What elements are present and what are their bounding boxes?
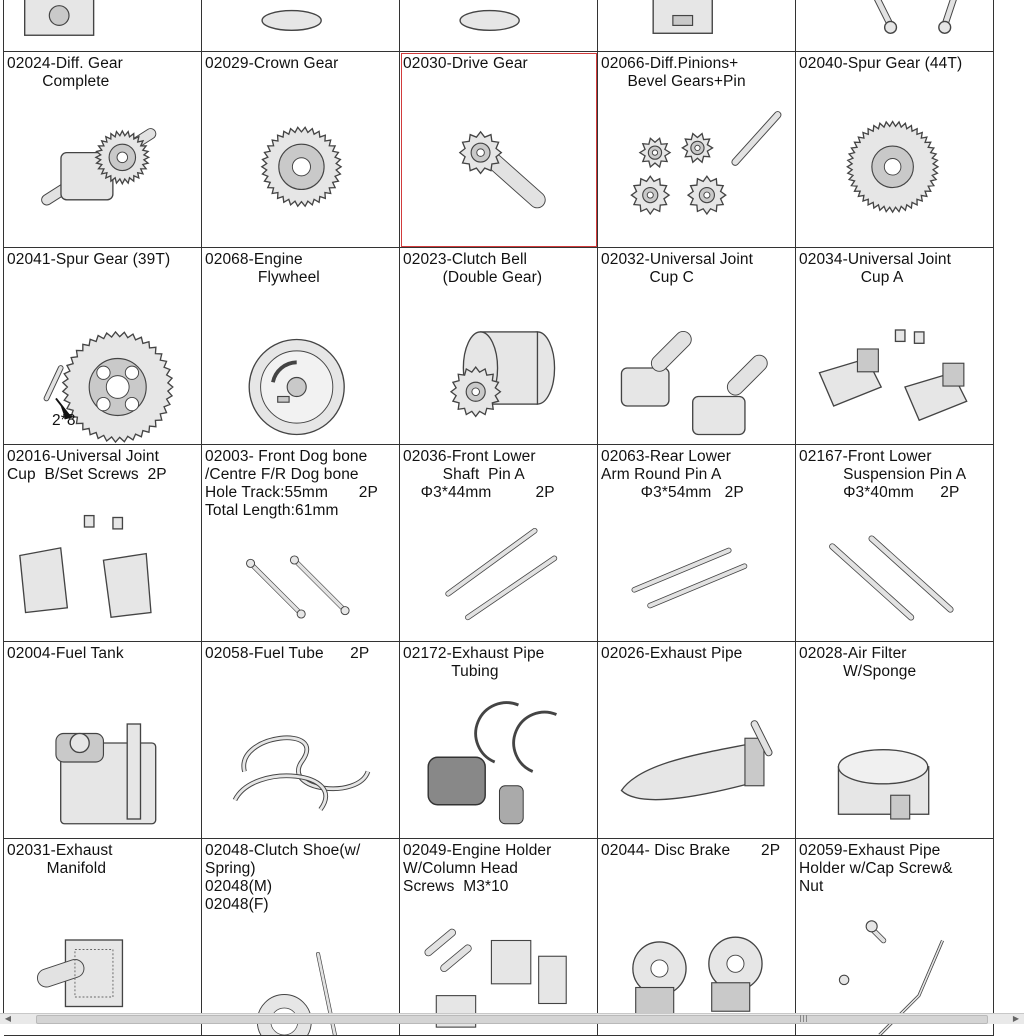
part-label: 02024-Diff. Gear Complete — [7, 55, 123, 90]
part-cell-02023[interactable] — [400, 248, 598, 445]
part-cell-02041[interactable] — [4, 248, 202, 445]
part-cell-02066[interactable] — [598, 52, 796, 248]
exhaust-pipe-icon — [598, 686, 795, 838]
part-label: 02003- Front Dog bone /Centre F/R Dog bone Hole Track:55mm 2P Total Length:61mm — [205, 448, 378, 519]
part-cell-top-5[interactable] — [796, 0, 994, 52]
part-cell-02030[interactable] — [400, 52, 598, 248]
part-cell-02058[interactable] — [202, 642, 400, 839]
spur-gear-icon — [796, 96, 993, 247]
diff-gear-complete-icon — [4, 96, 201, 247]
joint-cup-a-icon — [796, 292, 993, 444]
air-filter-icon — [796, 686, 993, 838]
part-cell-02028[interactable] — [796, 642, 994, 839]
part-label: 02031-Exhaust Manifold — [7, 842, 113, 877]
part-label: 02040-Spur Gear (44T) — [799, 55, 963, 72]
part-label: 02167-Front Lower Suspension Pin A Φ3*40mm 2P — [799, 448, 967, 501]
part-cell-02036[interactable] — [400, 445, 598, 642]
differential-housing-icon — [4, 0, 201, 51]
part-cell-top-1[interactable] — [4, 0, 202, 52]
shaft-pin-icon — [400, 515, 597, 641]
part-cell-02059[interactable] — [796, 839, 994, 1036]
part-label: 02063-Rear Lower Arm Round Pin A Φ3*54mm 2P — [601, 448, 744, 501]
part-label: 02004-Fuel Tank — [7, 645, 124, 662]
part-label: 02044- Disc Brake 2P — [601, 842, 781, 859]
scrollbar-grip-icon — [800, 1015, 808, 1022]
spur-gear-39t-icon — [4, 292, 201, 444]
crown-gear-icon — [202, 96, 399, 247]
part-cell-top-3[interactable] — [400, 0, 598, 52]
part-label: 02058-Fuel Tube 2P — [205, 645, 370, 662]
part-cell-02016[interactable] — [4, 445, 202, 642]
fuel-tank-icon — [4, 686, 201, 838]
exhaust-tubing-icon — [400, 686, 597, 838]
joint-cup-b-icon — [4, 489, 201, 641]
dimension-note: 2*8 — [52, 412, 76, 429]
part-cell-02167[interactable] — [796, 445, 994, 642]
part-fragment-icon — [400, 0, 597, 51]
joint-cup-c-icon — [598, 292, 795, 444]
part-label: 02030-Drive Gear — [403, 55, 528, 72]
clutch-bell-icon — [400, 292, 597, 444]
parts-catalog-grid — [3, 0, 994, 1016]
part-label: 02049-Engine Holder W/Column Head Screws M3*10 — [403, 842, 552, 895]
part-cell-02048[interactable] — [202, 839, 400, 1036]
part-cell-02031[interactable] — [4, 839, 202, 1036]
fuel-tube-icon — [202, 686, 399, 838]
part-cell-02172[interactable] — [400, 642, 598, 839]
part-label: 02068-Engine Flywheel — [205, 251, 320, 286]
part-cell-02024[interactable] — [4, 52, 202, 248]
rod-end-icon — [796, 0, 993, 51]
part-label: 02034-Universal Joint Cup A — [799, 251, 952, 286]
part-cell-02040[interactable] — [796, 52, 994, 248]
part-label: 02059-Exhaust Pipe Holder w/Cap Screw& Nut — [799, 842, 953, 895]
part-label: 02023-Clutch Bell (Double Gear) — [403, 251, 543, 286]
part-cell-02032[interactable] — [598, 248, 796, 445]
part-cell-02034[interactable] — [796, 248, 994, 445]
part-cell-top-2[interactable] — [202, 0, 400, 52]
part-cell-02044[interactable] — [598, 839, 796, 1036]
scrollbar-thumb[interactable] — [36, 1015, 988, 1024]
part-fragment-icon — [202, 0, 399, 51]
part-cell-02003[interactable] — [202, 445, 400, 642]
drive-gear-icon — [400, 96, 597, 247]
part-cell-02004[interactable] — [4, 642, 202, 839]
part-cell-top-4[interactable] — [598, 0, 796, 52]
part-cell-02026[interactable] — [598, 642, 796, 839]
servo-fragment-icon — [598, 0, 795, 51]
round-pin-icon — [598, 515, 795, 641]
scroll-left-icon[interactable]: ◀ — [4, 1014, 12, 1023]
horizontal-scrollbar[interactable] — [0, 1013, 1024, 1024]
part-label: 02032-Universal Joint Cup C — [601, 251, 754, 286]
part-cell-02068[interactable] — [202, 248, 400, 445]
part-label: 02016-Universal Joint Cup B/Set Screws 2P — [7, 448, 167, 483]
part-label: 02026-Exhaust Pipe — [601, 645, 743, 662]
part-label: 02036-Front Lower Shaft Pin A Φ3*44mm 2P — [403, 448, 555, 501]
bevel-gears-icon — [598, 96, 795, 247]
suspension-pin-icon — [796, 515, 993, 641]
dog-bone-icon — [202, 533, 399, 641]
flywheel-icon — [202, 292, 399, 444]
part-label: 02066-Diff.Pinions+ Bevel Gears+Pin — [601, 55, 746, 90]
part-cell-02049[interactable] — [400, 839, 598, 1036]
scroll-right-icon[interactable]: ▶ — [1012, 1014, 1020, 1023]
part-cell-02063[interactable] — [598, 445, 796, 642]
part-label: 02029-Crown Gear — [205, 55, 339, 72]
part-label: 02028-Air Filter W/Sponge — [799, 645, 917, 680]
part-cell-02029[interactable] — [202, 52, 400, 248]
part-label: 02041-Spur Gear (39T) — [7, 251, 171, 268]
part-label: 02172-Exhaust Pipe Tubing — [403, 645, 545, 680]
part-label: 02048-Clutch Shoe(w/ Spring) 02048(M) 02048(F) — [205, 842, 361, 913]
